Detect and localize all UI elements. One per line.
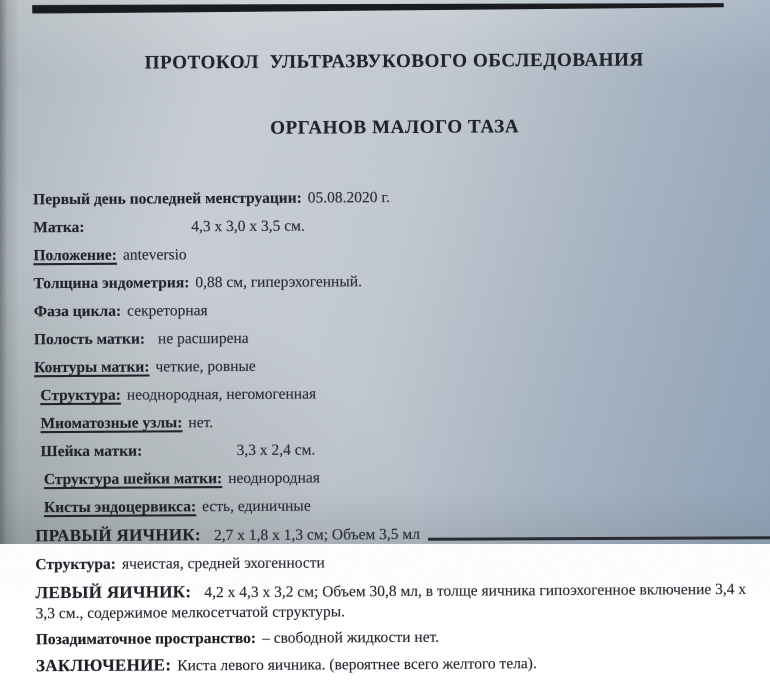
field-value: четкие, ровные xyxy=(155,357,256,376)
field-value: Киста левого яичника. (вероятнее всего желтого тела). xyxy=(177,655,537,675)
document-body xyxy=(32,5,760,685)
title-line-2: ОРГАНОВ МАЛОГО ТАЗА xyxy=(270,116,520,139)
field-value: 3,3 х 2,4 см. xyxy=(236,441,316,459)
field-row-conclusion xyxy=(36,652,760,677)
field-label: ЗАКЛЮЧЕНИЕ: xyxy=(35,655,172,676)
field-label: ПРАВЫЙ ЯИЧНИК: xyxy=(35,525,202,546)
field-value: неоднородная, негомогенная xyxy=(126,385,317,404)
field-label: Полость матки: xyxy=(33,330,146,349)
field-label: Контуры матки: xyxy=(34,358,150,377)
field-row-cervix-structure xyxy=(44,466,759,490)
field-label: Шейка матки: xyxy=(40,442,143,461)
field-row-last-menstruation xyxy=(33,186,757,210)
field-label: ЛЕВЫЙ ЯИЧНИК: xyxy=(35,582,192,603)
field-label: Фаза цикла: xyxy=(33,302,122,321)
field-value: 0,88 см, гиперэхогенный. xyxy=(195,273,362,292)
field-value: – свободной жидкости нет. xyxy=(261,628,440,647)
field-value: неоднородная xyxy=(228,469,320,488)
field-value: ячеистая, средней эхогенности xyxy=(121,554,325,573)
field-row-right-ovary-structure xyxy=(35,551,759,575)
field-label: Кисты эндоцервикса: xyxy=(43,498,197,517)
field-row-myomatous-nodes xyxy=(40,410,758,434)
field-row-cycle-phase xyxy=(34,298,758,322)
field-value: есть, единичные xyxy=(202,497,311,516)
field-row-uterus-contours xyxy=(34,354,758,378)
field-row-right-ovary xyxy=(35,522,759,547)
field-label: Позадиматочное пространство: xyxy=(35,629,257,649)
field-row-structure xyxy=(40,382,758,406)
field-value: нет. xyxy=(188,414,214,432)
field-label: Положение: xyxy=(33,246,117,265)
field-label: Матка: xyxy=(33,218,85,237)
field-row-position xyxy=(33,242,757,266)
field-value: не расширена xyxy=(157,329,249,348)
field-row-endometrium xyxy=(34,270,758,294)
field-row-uterine-cavity xyxy=(34,326,758,350)
field-label: Первый день последней менструации: xyxy=(33,189,302,209)
field-row-endocervix-cysts xyxy=(44,494,759,518)
field-value: 05.08.2020 г. xyxy=(307,189,390,207)
field-value: 4,3 х 3,0 х 3,5 см. xyxy=(191,217,305,236)
field-label: Миоматозные узлы: xyxy=(40,414,183,433)
field-row-cervix xyxy=(41,438,759,462)
field-value: 2,7 х 1,8 х 1,3 см; Объем 3,5 мл xyxy=(213,525,420,545)
field-value: 4,2 х 4,3 х 3,2 см; Объем 30,8 мл, в толще яичника гипоэхогенное включение 3,4 х 3,3 см., содержимое мелкосетчатой структуры. xyxy=(35,580,747,623)
field-row-left-ovary xyxy=(35,579,759,624)
field-label: Структура: xyxy=(35,555,116,574)
title-line-1: ПРОТОКОЛ УЛЬТРАЗВУКОВОГО ОБСЛЕДОВАНИЯ xyxy=(144,49,644,74)
field-label: Толщина эндометрия: xyxy=(33,274,190,293)
field-label: Структура: xyxy=(40,386,121,405)
page-title xyxy=(32,5,757,185)
field-value: anteversio xyxy=(122,246,187,264)
field-row-uterus xyxy=(33,214,757,238)
field-row-retrouterine-space xyxy=(36,626,760,650)
field-value: секреторная xyxy=(127,302,208,320)
field-label: Структура шейки матки: xyxy=(43,470,223,489)
